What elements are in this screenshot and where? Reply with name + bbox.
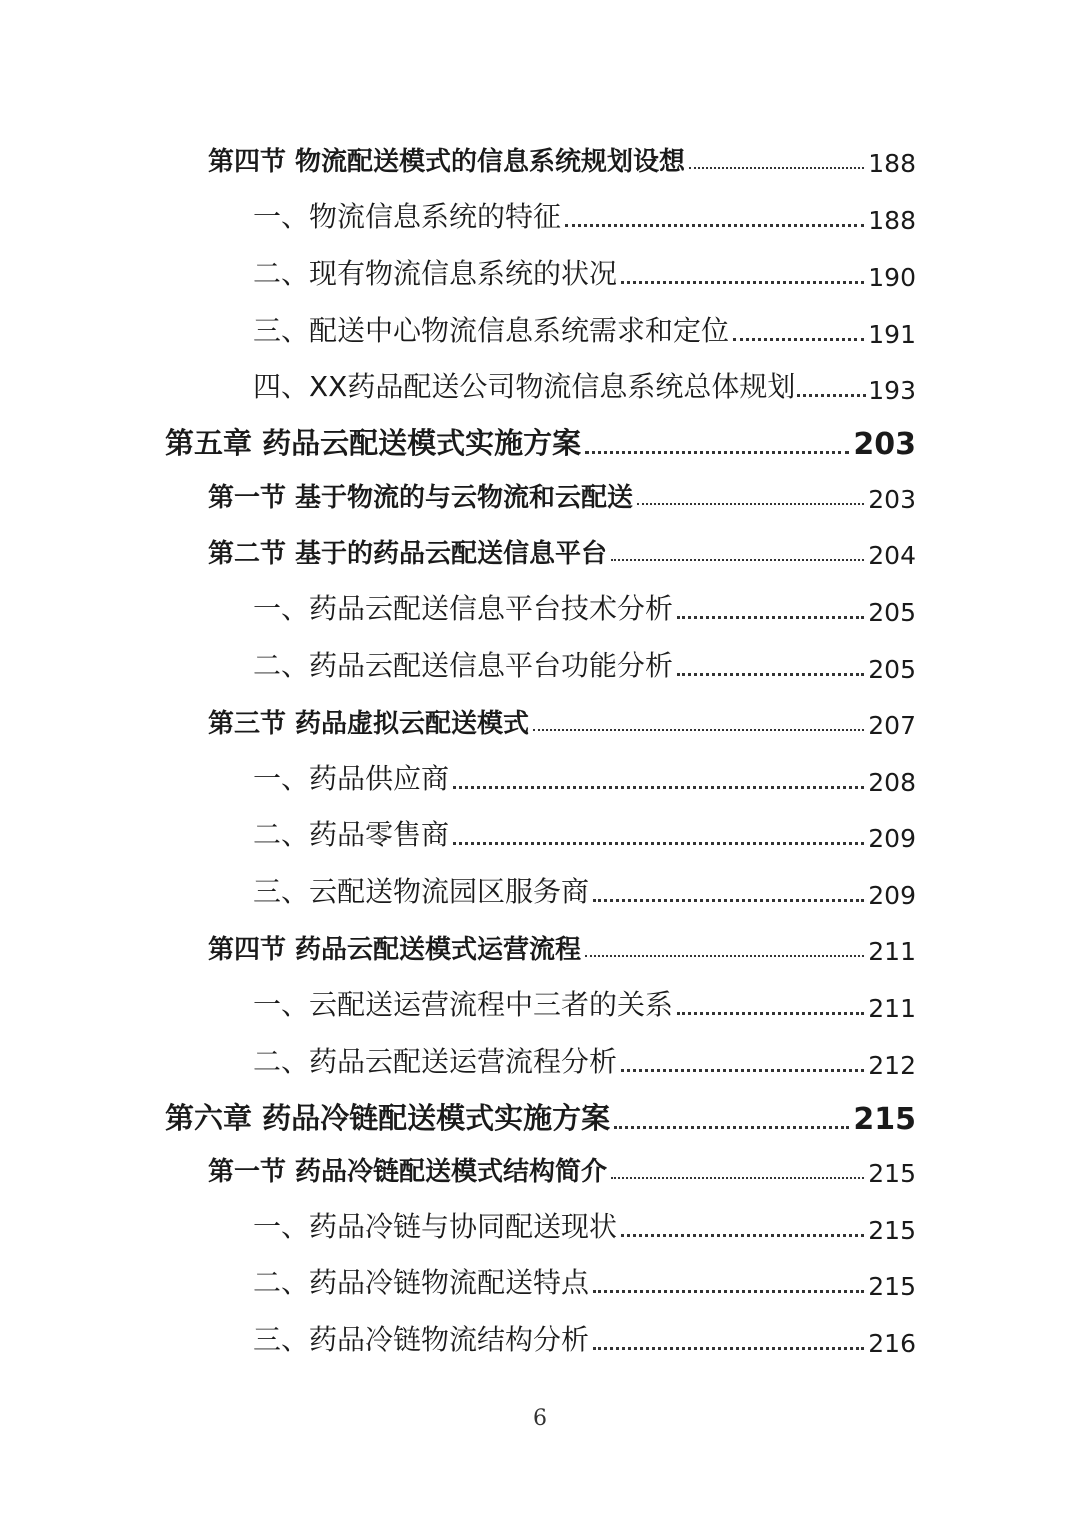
toc-entry-page: 215 (868, 1159, 916, 1188)
toc-entry-item (253, 309, 916, 349)
toc-entry-item (253, 1040, 916, 1080)
toc-entry-title: 一、药品供应商 (253, 762, 450, 795)
toc-entry-item (253, 195, 916, 235)
toc-entry-item (253, 644, 916, 684)
dot-leader (797, 394, 866, 397)
toc-entry-title: 第二节 基于的药品云配送信息平台 (208, 539, 608, 569)
dot-leader (621, 1069, 864, 1072)
dot-leader (533, 729, 864, 731)
toc-entry-page: 205 (868, 655, 916, 684)
toc-entry-title: 二、药品云配送信息平台功能分析 (253, 649, 674, 682)
toc-entry-title: 二、现有物流信息系统的状况 (253, 257, 618, 290)
dot-leader (677, 673, 864, 676)
toc-entry-page: 208 (868, 768, 916, 797)
toc-entry-page: 215 (868, 1216, 916, 1245)
toc-entry-page: 203 (853, 427, 916, 462)
toc-entry-section (208, 530, 916, 570)
toc-entry-item (253, 252, 916, 292)
toc-entry-item (253, 1318, 916, 1358)
toc-entry-page: 203 (868, 485, 916, 514)
dot-leader (585, 451, 849, 454)
toc-entry-title: 第四节 药品云配送模式运营流程 (208, 935, 582, 965)
toc-entry-item (253, 757, 916, 797)
toc-entry-item (253, 1261, 916, 1301)
dot-leader (677, 616, 864, 619)
dot-leader (733, 338, 864, 341)
toc-entry-page: 204 (868, 541, 916, 570)
toc-entry-page: 209 (868, 881, 916, 910)
toc-entry-page: 191 (868, 320, 916, 349)
dot-leader (614, 1126, 849, 1129)
dot-leader (565, 224, 864, 227)
toc-entry-item (253, 983, 916, 1023)
dot-leader (453, 786, 864, 789)
dot-leader (593, 1290, 864, 1293)
toc-entry-page: 211 (868, 937, 916, 966)
dot-leader (689, 167, 864, 169)
toc-entry-title: 第四节 物流配送模式的信息系统规划设想 (208, 147, 686, 177)
dot-leader (637, 503, 864, 505)
dot-leader (453, 842, 864, 845)
dot-leader (621, 281, 864, 284)
toc-entry-title: 一、物流信息系统的特征 (253, 200, 562, 233)
dot-leader (611, 1177, 864, 1179)
toc-entry-title: 二、药品云配送运营流程分析 (253, 1045, 618, 1078)
toc-entry-item (253, 587, 916, 627)
toc-entry-title: 二、药品冷链物流配送特点 (253, 1266, 590, 1299)
toc-entry-page: 190 (868, 263, 916, 292)
toc-entry-page: 215 (853, 1102, 916, 1137)
toc-entry-item (253, 1205, 916, 1245)
dot-leader (593, 1347, 864, 1350)
toc-entry-title: 一、药品冷链与协同配送现状 (253, 1210, 618, 1243)
toc-entry-title: 三、配送中心物流信息系统需求和定位 (253, 314, 730, 347)
dot-leader (585, 955, 864, 957)
toc-entry-page: 209 (868, 824, 916, 853)
toc-entry-page: 188 (868, 206, 916, 235)
toc-entry-chapter (165, 1097, 916, 1137)
toc-entry-page: 193 (868, 376, 916, 405)
toc-entry-title: 第一节 药品冷链配送模式结构简介 (208, 1157, 608, 1187)
toc-entry-section (208, 926, 916, 966)
toc-entry-title: 一、药品云配送信息平台技术分析 (253, 592, 674, 625)
page-number: 6 (533, 1406, 547, 1431)
dot-leader (677, 1012, 864, 1015)
dot-leader (611, 559, 864, 561)
toc-entry-page: 205 (868, 598, 916, 627)
toc-entry-title: 第五章 药品云配送模式实施方案 (165, 426, 582, 460)
toc-entry-page: 215 (868, 1272, 916, 1301)
toc-entry-page: 216 (868, 1329, 916, 1358)
toc-entry-title: 第一节 基于物流的与云物流和云配送 (208, 483, 634, 513)
toc-entry-page: 188 (868, 149, 916, 178)
toc-entry-item (253, 365, 916, 405)
toc-entry-page: 212 (868, 1051, 916, 1080)
toc-entry-title: 第三节 药品虚拟云配送模式 (208, 709, 530, 739)
toc-entry-section (208, 138, 916, 178)
toc-entry-title: 二、药品零售商 (253, 818, 450, 851)
toc-entry-title: 一、云配送运营流程中三者的关系 (253, 988, 674, 1021)
toc-entry-title: 三、云配送物流园区服务商 (253, 875, 590, 908)
toc-entry-chapter (165, 422, 916, 462)
dot-leader (621, 1234, 864, 1237)
toc-entry-section (208, 700, 916, 740)
toc-entry-title: 三、药品冷链物流结构分析 (253, 1323, 590, 1356)
toc-entry-page: 211 (868, 994, 916, 1023)
toc-entry-title: 第六章 药品冷链配送模式实施方案 (165, 1101, 611, 1135)
dot-leader (593, 899, 864, 902)
toc-entry-section (208, 1148, 916, 1188)
toc-entry-page: 207 (868, 711, 916, 740)
toc-entry-item (253, 813, 916, 853)
toc-entry-section (208, 474, 916, 514)
toc-entry-title: 四、XX药品配送公司物流信息系统总体规划 (253, 370, 796, 403)
toc-entry-item (253, 870, 916, 910)
